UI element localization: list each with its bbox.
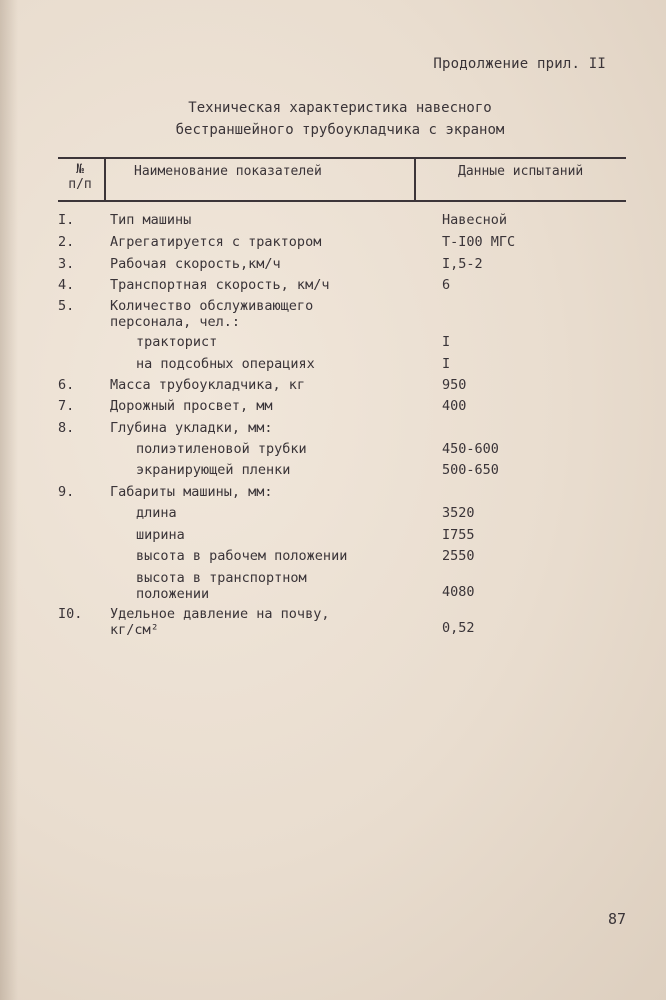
row-name: Габариты машины, мм: xyxy=(110,484,273,500)
row-number: 8. xyxy=(58,420,75,436)
column-header-number xyxy=(58,162,102,192)
column-header-number-line-2: п/п xyxy=(68,177,92,192)
row-number: I0. xyxy=(58,606,83,622)
column-header-name: Наименование показателей xyxy=(134,164,322,179)
row-value: Навесной xyxy=(442,212,508,228)
row-name-line-1: Количество обслуживающего xyxy=(110,298,314,314)
table-title-line-2: бестраншейного трубоукладчика с экраном xyxy=(175,122,505,138)
row-number: 3. xyxy=(58,256,75,272)
row-value: 450-600 xyxy=(442,441,499,457)
column-header-number-line-1: № xyxy=(76,162,84,177)
row-name-line-1: высота в транспортном xyxy=(136,570,307,586)
table-title-line-1: Техническая характеристика навесного xyxy=(188,100,492,116)
row-name xyxy=(110,298,410,330)
row-number: 7. xyxy=(58,398,75,414)
row-name: Масса трубоукладчика, кг xyxy=(110,377,306,393)
row-name: Дорожный просвет, мм xyxy=(110,398,273,414)
row-value: I xyxy=(442,334,451,350)
row-value: 950 xyxy=(442,377,467,393)
row-value: I xyxy=(442,356,451,372)
table-top-rule xyxy=(58,157,626,159)
row-name: Транспортная скорость, км/ч xyxy=(110,277,330,293)
page-number: 87 xyxy=(607,910,626,928)
row-name: длина xyxy=(136,505,177,521)
row-name: Агрегатируется с трактором xyxy=(110,234,322,250)
row-name: высота в рабочем положении xyxy=(136,548,348,564)
continuation-label: Продолжение прил. II xyxy=(433,56,606,72)
row-name: полиэтиленовой трубки xyxy=(136,441,307,457)
row-number: 6. xyxy=(58,377,75,393)
table-header-bottom-rule xyxy=(58,200,626,202)
row-name: тракторист xyxy=(136,334,218,350)
row-name-line-1: Удельное давление на почву, xyxy=(110,606,330,622)
row-name: экранирующей пленки xyxy=(136,462,291,478)
row-value: I755 xyxy=(442,527,475,543)
column-divider-2 xyxy=(414,158,416,200)
column-divider-1 xyxy=(104,158,106,200)
row-value: I,5-2 xyxy=(442,256,483,272)
column-header-data: Данные испытаний xyxy=(458,164,584,179)
row-name-line-2: персонала, чел.: xyxy=(110,314,241,330)
row-name: Рабочая скорость,км/ч xyxy=(110,256,281,272)
row-name: Тип машины xyxy=(110,212,192,228)
row-value: 4080 xyxy=(442,584,475,600)
row-value: 3520 xyxy=(442,505,475,521)
row-name xyxy=(110,606,410,638)
row-number: I. xyxy=(58,212,75,228)
row-name: на подсобных операциях xyxy=(136,356,315,372)
row-number: 4. xyxy=(58,277,75,293)
table-title xyxy=(140,97,540,141)
row-name-line-2: положении xyxy=(136,586,210,602)
row-value: 500-650 xyxy=(442,462,499,478)
row-name-line-2: кг/см² xyxy=(110,622,159,638)
row-value: 400 xyxy=(442,398,467,414)
row-value: Т-I00 МГС xyxy=(442,234,516,250)
row-name xyxy=(136,570,436,602)
row-number: 5. xyxy=(58,298,75,314)
row-number: 9. xyxy=(58,484,75,500)
row-number: 2. xyxy=(58,234,75,250)
row-name: ширина xyxy=(136,527,185,543)
row-name: Глубина укладки, мм: xyxy=(110,420,273,436)
row-value: 0,52 xyxy=(442,620,475,636)
row-value: 2550 xyxy=(442,548,475,564)
row-value: 6 xyxy=(442,277,451,293)
